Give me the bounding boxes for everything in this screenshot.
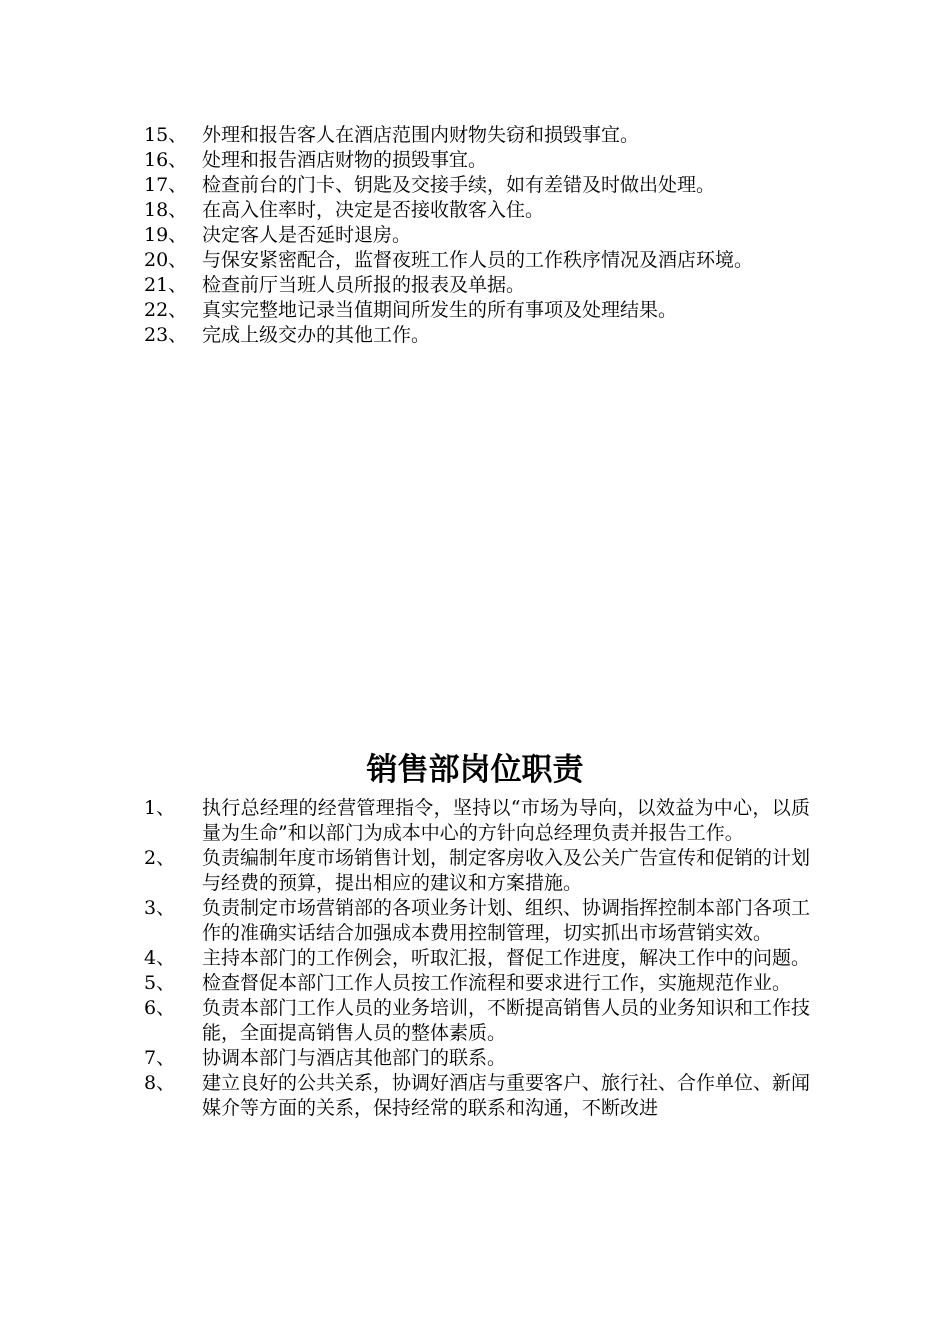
- item-number: 16、: [144, 149, 188, 171]
- item-number: 23、: [144, 324, 188, 346]
- item-text: 与保安紧密配合，监督夜班工作人员的工作秩序情况及酒店环境。: [202, 249, 754, 271]
- item-number: 15、: [144, 124, 188, 146]
- item-number: 3、: [144, 897, 176, 919]
- list-item: [144, 796, 810, 846]
- list-item: [144, 298, 810, 323]
- item-number: 20、: [144, 249, 188, 271]
- list-item: [144, 1071, 810, 1121]
- item-number: 18、: [144, 199, 188, 221]
- list-item: [144, 123, 810, 148]
- list-item: [144, 1046, 810, 1071]
- list-item: [144, 173, 810, 198]
- list-item: [144, 996, 810, 1046]
- list-item: [144, 248, 810, 273]
- item-text: 外理和报告客人在酒店范围内财物失窃和损毁事宜。: [202, 124, 640, 146]
- item-text: 在高入住率时，决定是否接收散客入住。: [202, 199, 545, 221]
- item-number: 6、: [144, 997, 176, 1019]
- item-text: 负责本部门工作人员的业务培训，不断提高销售人员的业务知识和工作技能，全面提高销售人员的整体素质。: [202, 997, 811, 1044]
- item-text: 完成上级交办的其他工作。: [202, 324, 431, 346]
- item-text: 主持本部门的工作例会，听取汇报，督促工作进度，解决工作中的问题。: [202, 947, 811, 969]
- item-text: 执行总经理的经营管理指令，坚持以“市场为导向，以效益为中心，以质量为生命”和以部门为成本中心的方针向总经理负责并报告工作。: [202, 797, 810, 844]
- duty-list-front-office: [144, 123, 810, 348]
- item-number: 5、: [144, 972, 176, 994]
- section-title: 销售部岗位职责: [366, 752, 584, 788]
- item-text: 协调本部门与酒店其他部门的联系。: [202, 1047, 507, 1069]
- list-item: [144, 273, 810, 298]
- item-text: 处理和报告酒店财物的损毁事宜。: [202, 149, 488, 171]
- duty-list-sales: [144, 796, 810, 1121]
- list-item: [144, 223, 810, 248]
- item-number: 4、: [144, 947, 176, 969]
- item-number: 7、: [144, 1047, 176, 1069]
- item-number: 1、: [144, 797, 176, 819]
- item-text: 检查前厅当班人员所报的报表及单据。: [202, 274, 526, 296]
- item-number: 19、: [144, 224, 188, 246]
- list-item: [144, 896, 810, 946]
- item-text: 检查督促本部门工作人员按工作流程和要求进行工作，实施规范作业。: [202, 972, 792, 994]
- item-text: 建立良好的公共关系，协调好酒店与重要客户、旅行社、合作单位、新闻媒介等方面的关系，保持经常的联系和沟通，不断改进: [202, 1072, 811, 1119]
- item-number: 21、: [144, 274, 188, 296]
- item-number: 2、: [144, 847, 176, 869]
- list-item: [144, 148, 810, 173]
- list-item: [144, 946, 810, 971]
- item-number: 8、: [144, 1072, 176, 1094]
- list-item: [144, 323, 810, 348]
- list-item: [144, 198, 810, 223]
- item-text: 负责编制年度市场销售计划，制定客房收入及公关广告宣传和促销的计划与经费的预算，提出相应的建议和方案措施。: [202, 847, 811, 894]
- item-number: 22、: [144, 299, 188, 321]
- list-item: [144, 971, 810, 996]
- item-text: 真实完整地记录当值期间所发生的所有事项及处理结果。: [202, 299, 678, 321]
- item-text: 决定客人是否延时退房。: [202, 224, 412, 246]
- list-item: [144, 846, 810, 896]
- item-text: 检查前台的门卡、钥匙及交接手续，如有差错及时做出处理。: [202, 174, 716, 196]
- item-text: 负责制定市场营销部的各项业务计划、组织、协调指挥控制本部门各项工作的准确实话结合加强成本费用控制管理，切实抓出市场营销实效。: [202, 897, 811, 944]
- item-number: 17、: [144, 174, 188, 196]
